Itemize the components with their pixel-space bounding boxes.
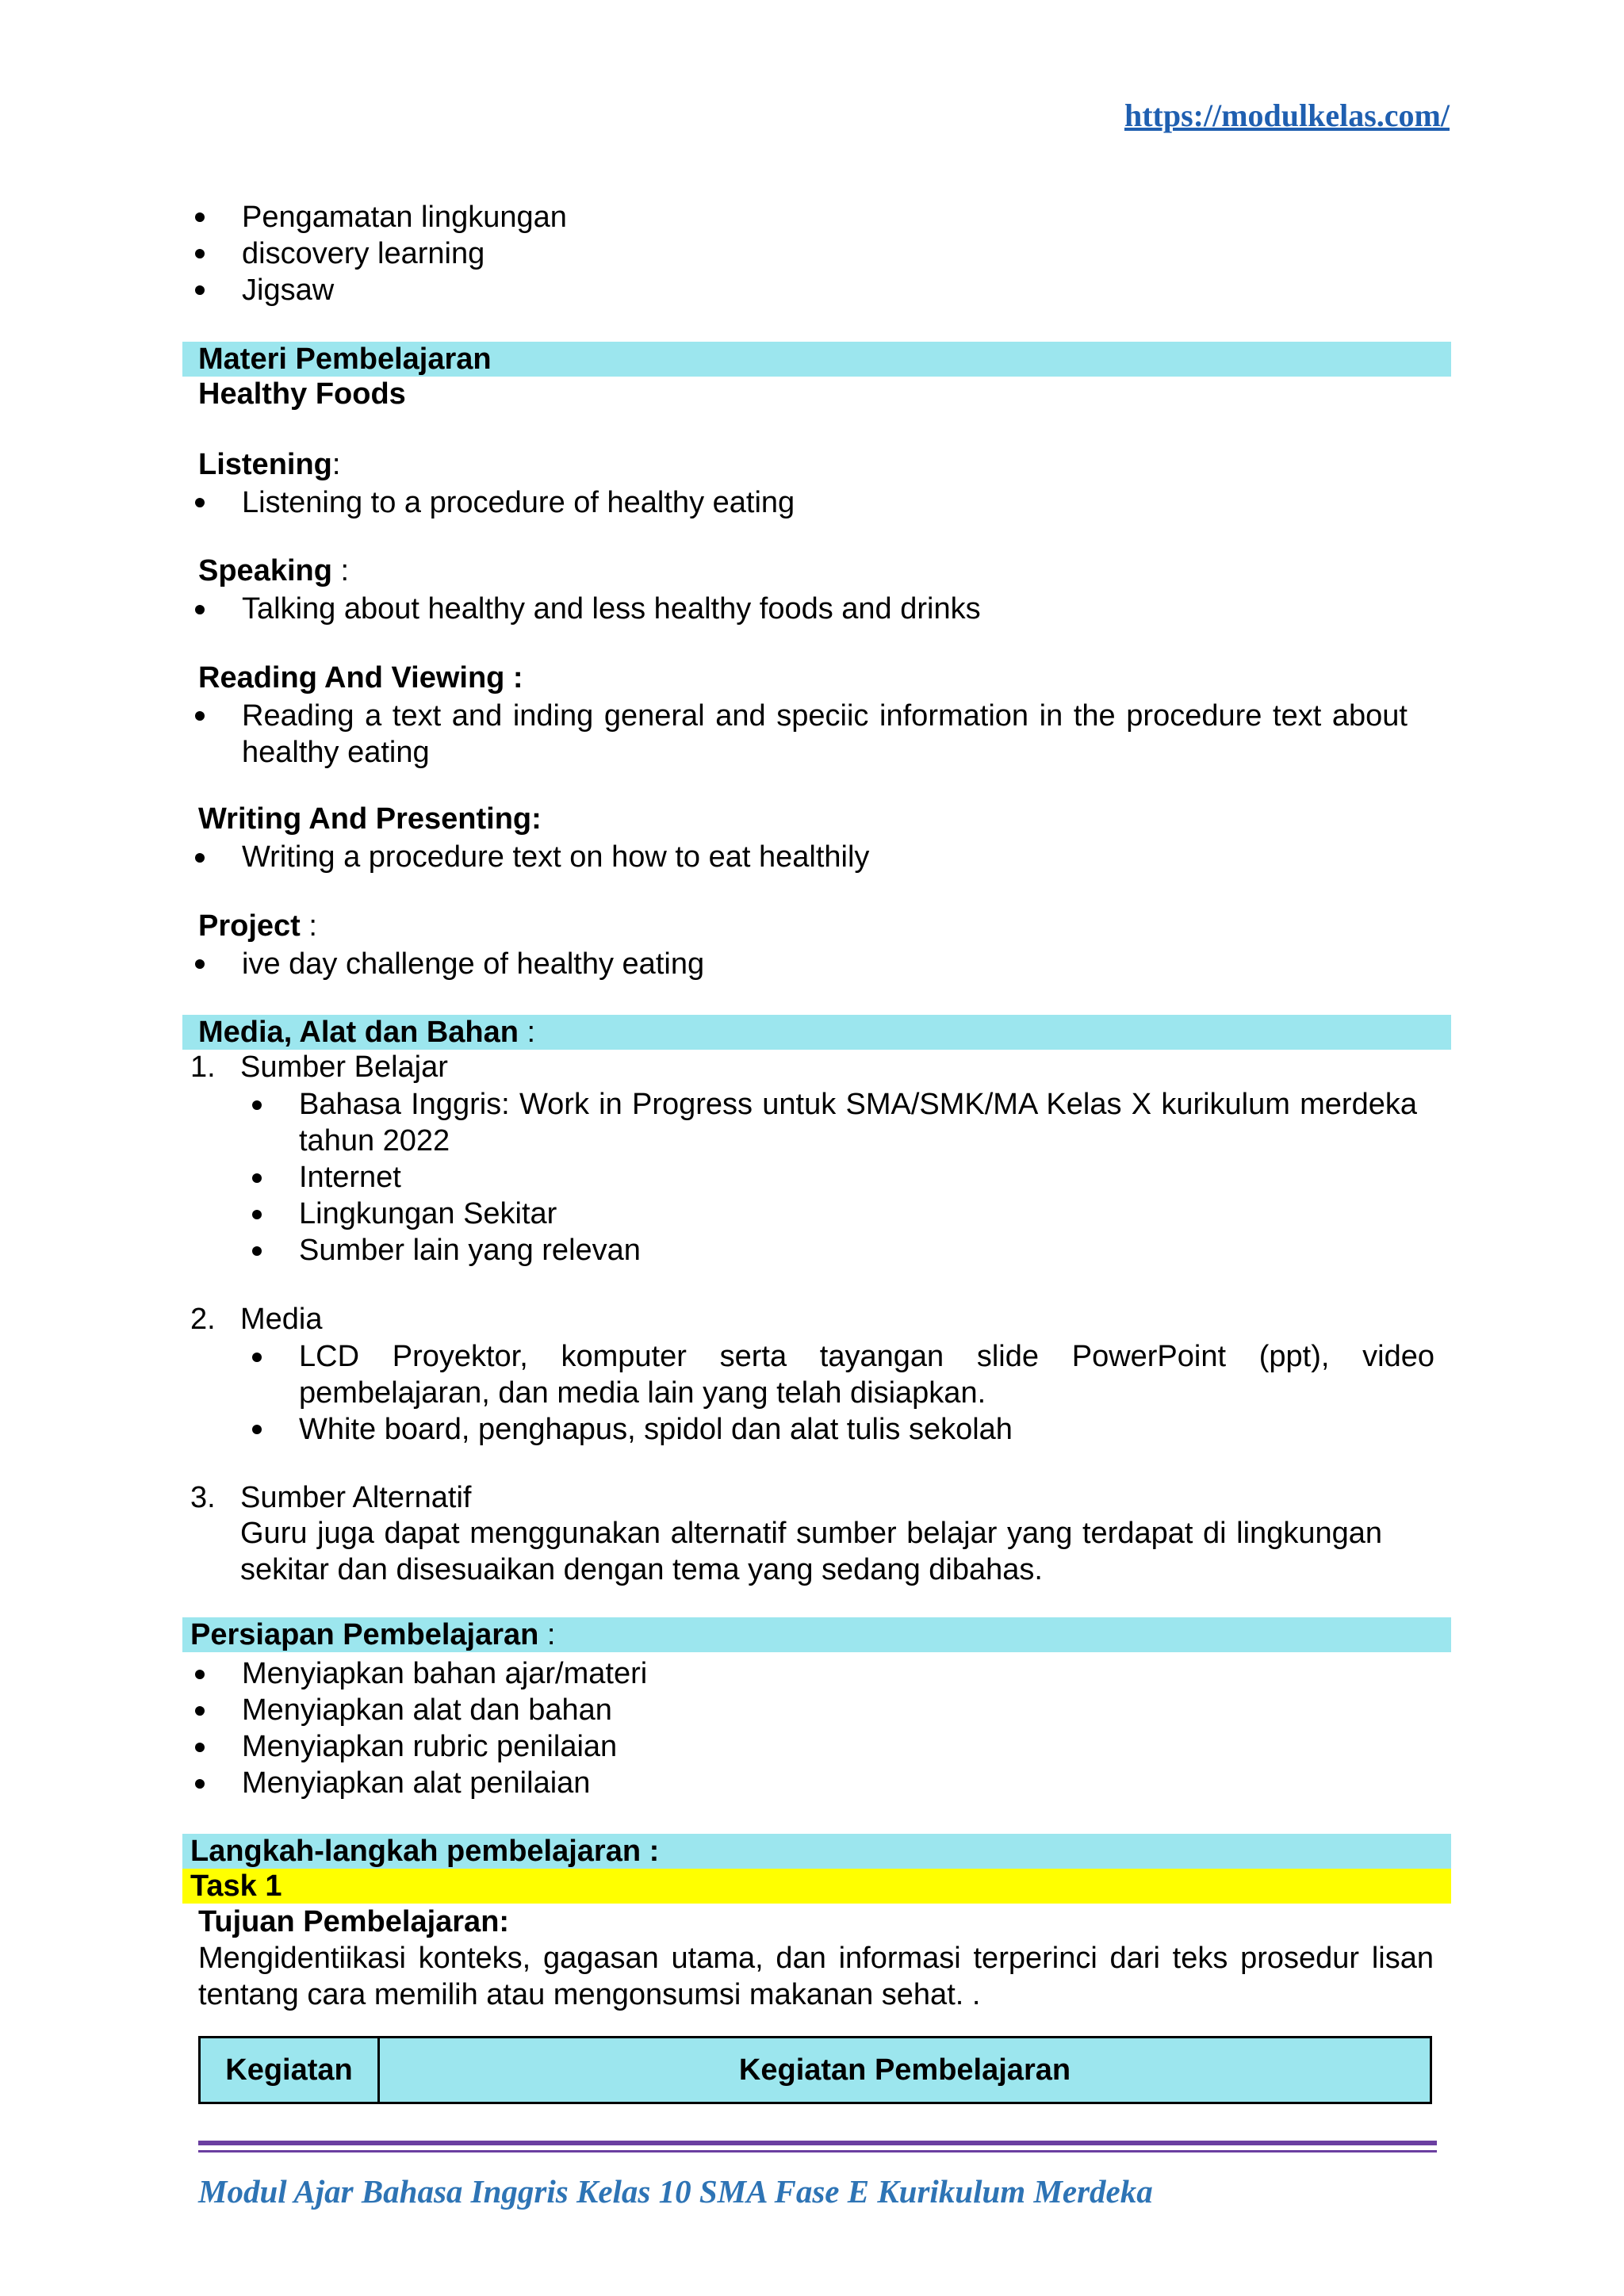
reading-label: Reading And Viewing : [198,661,523,695]
media-item: White board, penghapus, spidol dan alat tulis sekolah [299,1413,1013,1446]
media-label: Media [240,1303,323,1336]
listening-label: Listening: [198,448,341,481]
section-heading: Langkah-langkah pembelajaran : [190,1835,660,1868]
bullet [252,1246,262,1256]
bullet [195,212,205,222]
bullet [252,1173,262,1183]
method-item: discovery learning [242,237,485,270]
bullet [252,1353,262,1362]
persiapan-item: Menyiapkan bahan ajar/materi [242,1657,648,1690]
tujuan-text: Mengidentiikasi konteks, gagasan utama, dan informasi terperinci dari teks prosedur lisan tentang cara memilih atau mengonsumsi makanan sehat. . [198,1942,1434,2011]
sumber-item: Bahasa Inggris: Work in Progress untuk SMA/SMK/MA Kelas X kurikulum merdeka tahun 2022 [299,1088,1417,1158]
sumber-item: Lingkungan Sekitar [299,1197,557,1230]
bullet [195,959,205,969]
table-header-cell: Kegiatan Pembelajaran [738,2053,1071,2087]
section-band-persiapan: Persiapan Pembelajaran : [182,1617,1451,1652]
section-band-materi [182,342,1451,377]
method-item: Pengamatan lingkungan [242,201,567,234]
section-heading: Media, Alat dan Bahan [198,1016,519,1049]
listening-item: Listening to a procedure of healthy eating [242,486,795,519]
section-heading: Materi Pembelajaran [198,342,492,376]
alt-text: Guru juga dapat menggunakan alternatif sumber belajar yang terdapat di lingkungan sekitar dan disesuaikan dengan tema yang sedang dibahas. [240,1517,1382,1586]
reading-item: Reading a text and inding general and speciic information in the procedure text about healthy eating [242,699,1408,769]
bullet [195,853,205,863]
bullet [195,1743,205,1752]
kegiatan-table-header [198,2036,1432,2104]
sumber-item: Internet [299,1161,401,1194]
tujuan-label: Tujuan Pembelajaran: [198,1905,510,1938]
alt-label: Sumber Alternatif [240,1481,472,1514]
list-number: 2. [190,1303,216,1336]
footer-rule [198,2141,1437,2145]
bullet [195,1706,205,1716]
bullet [195,711,205,721]
persiapan-item: Menyiapkan rubric penilaian [242,1730,618,1763]
media-item: LCD Proyektor, komputer serta tayangan slide PowerPoint (ppt), video pembelajaran, dan media lain yang telah disiapkan. [299,1340,1434,1410]
sumber-item: Sumber lain yang relevan [299,1234,641,1267]
persiapan-item: Menyiapkan alat dan bahan [242,1693,612,1727]
project-item: ive day challenge of healthy eating [242,947,705,981]
persiapan-item: Menyiapkan alat penilaian [242,1766,591,1800]
speaking-item: Talking about healthy and less healthy foods and drinks [242,592,981,626]
section-band-langkah [182,1834,1451,1869]
list-number: 3. [190,1481,216,1514]
bullet [252,1100,262,1110]
sumber-belajar-label: Sumber Belajar [240,1050,448,1084]
section-heading: Persiapan Pembelajaran [190,1618,539,1651]
project-label: Project : [198,909,317,943]
bullet [195,1670,205,1679]
method-item: Jigsaw [242,274,335,307]
bullet [195,1779,205,1789]
footer-text: Modul Ajar Bahasa Inggris Kelas 10 SMA Fase E Kurikulum Merdeka [198,2173,1153,2210]
writing-label: Writing And Presenting: [198,802,542,836]
bullet [195,498,205,507]
section-band-media: Media, Alat dan Bahan : [182,1015,1451,1050]
writing-item: Writing a procedure text on how to eat healthily [242,840,870,874]
topic-title: Healthy Foods [198,377,406,411]
task-label: Task 1 [190,1869,282,1903]
bullet [195,249,205,258]
bullet [252,1210,262,1219]
list-number: 1. [190,1050,216,1084]
bullet [252,1425,262,1434]
task-band [182,1869,1451,1904]
speaking-label: Speaking : [198,554,350,587]
header-url-link[interactable]: https://modulkelas.com/ [1124,98,1450,133]
bullet [195,285,205,295]
bullet [195,605,205,614]
footer-rule [198,2150,1437,2152]
table-header-cell: Kegiatan [201,2038,380,2102]
